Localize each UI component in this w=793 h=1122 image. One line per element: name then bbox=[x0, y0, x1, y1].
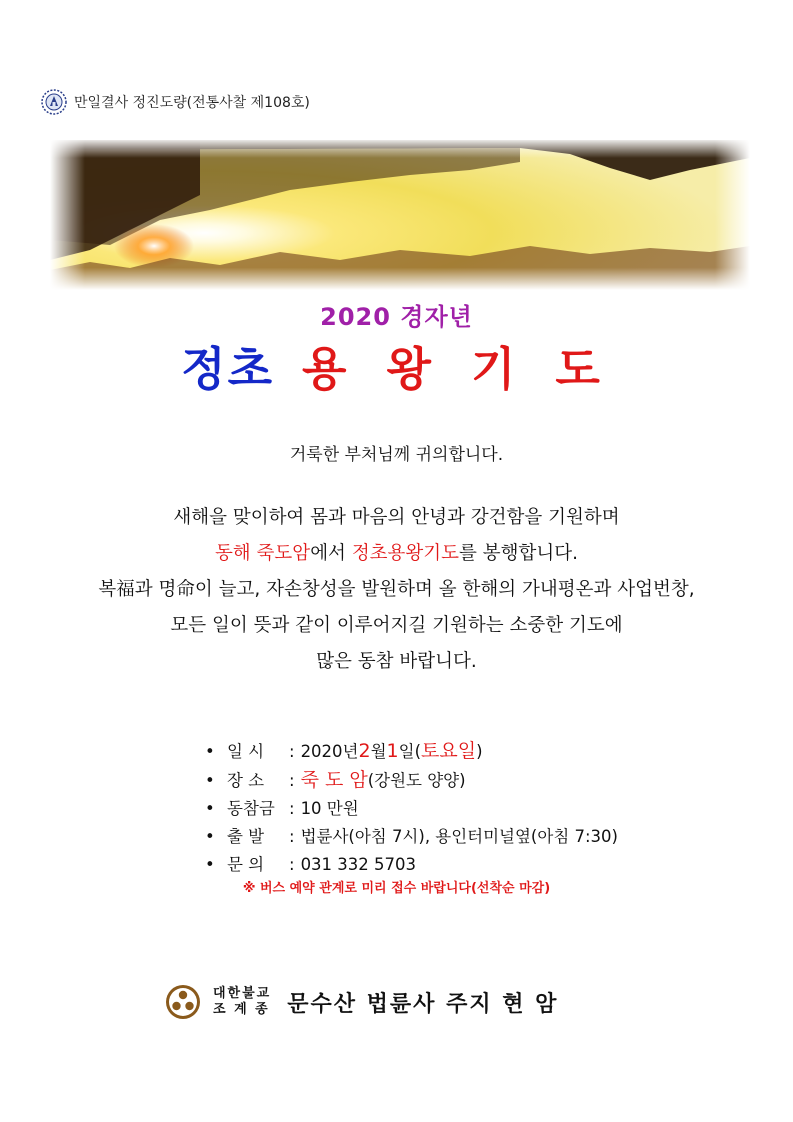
colon: : bbox=[289, 771, 295, 790]
main-title bbox=[0, 333, 793, 399]
place-region: (강원도 양양) bbox=[367, 771, 466, 790]
title-part-jeongcho: 정초 bbox=[181, 342, 275, 396]
body-line-2-end: 를 봉행합니다. bbox=[459, 543, 579, 564]
footer bbox=[165, 984, 558, 1020]
date-mid2: 일( bbox=[398, 742, 422, 761]
temple-emblem-icon bbox=[40, 88, 68, 116]
greeting: 거룩한 부처님께 귀의합니다. bbox=[289, 445, 504, 465]
body-line-5: 많은 동참 바랍니다. bbox=[316, 651, 477, 672]
place-name: 죽 도 암 bbox=[300, 769, 368, 791]
three-jewels-emblem-icon bbox=[165, 984, 201, 1020]
info-row-fee bbox=[205, 795, 618, 823]
bullet: • bbox=[205, 799, 215, 818]
date-pre: 2020년 bbox=[300, 742, 359, 761]
body-line-2 bbox=[0, 536, 793, 572]
date-weekday: 토요일 bbox=[421, 740, 477, 762]
info-label-date: 일 시 bbox=[227, 742, 265, 761]
info-label-place: 장 소 bbox=[227, 771, 265, 790]
body-line-1: 새해을 맞이하여 몸과 마음의 안녕과 강건함을 기원하며 bbox=[173, 507, 620, 528]
body-red-event: 정초용왕기도 bbox=[351, 543, 460, 564]
title-char-3: 기 bbox=[470, 342, 518, 396]
body-line-2-mid: 에서 bbox=[310, 543, 352, 564]
colon: : bbox=[289, 827, 295, 846]
info-row-place bbox=[205, 766, 618, 795]
body-line-3: 복福과 명命이 늘고, 자손창성을 발원하며 올 한해의 가내평온과 사업번창, bbox=[98, 579, 695, 600]
notice: ※ 버스 예약 관계로 미리 접수 바랍니다(선착순 마감) bbox=[242, 881, 551, 896]
colon: : bbox=[289, 799, 295, 818]
info-label-departure: 출 발 bbox=[227, 827, 265, 846]
info-label-contact: 문 의 bbox=[227, 855, 265, 874]
bullet: • bbox=[205, 855, 215, 874]
header bbox=[40, 88, 310, 116]
info-row-departure bbox=[205, 823, 618, 851]
title-char-1: 용 bbox=[302, 342, 349, 396]
body-red-place: 동해 죽도암 bbox=[214, 543, 311, 564]
order-name bbox=[213, 986, 271, 1018]
contact-value: 031 332 5703 bbox=[300, 855, 417, 874]
colon: : bbox=[289, 742, 295, 761]
header-text: 만일결사 정진도량(전통사찰 제108호) bbox=[74, 95, 310, 111]
departure-value: 법륜사(아침 7시), 용인터미널옆(아침 7:30) bbox=[300, 827, 618, 846]
title-char-2: 왕 bbox=[386, 342, 433, 396]
colon: : bbox=[289, 855, 295, 874]
bullet: • bbox=[205, 827, 215, 846]
date-day: 1 bbox=[386, 740, 399, 762]
fee-value: 10 만원 bbox=[300, 799, 359, 818]
year-title: 2020 경자년 bbox=[320, 303, 473, 331]
body-line-4: 모든 일이 뜻과 같이 이루어지길 기원하는 소중한 기도에 bbox=[170, 615, 623, 636]
signature: 문수산 법륜사 주지 현 암 bbox=[287, 991, 559, 1017]
info-label-fee: 동참금 bbox=[227, 799, 275, 818]
date-post: ) bbox=[476, 742, 483, 761]
info-row-date bbox=[205, 737, 618, 766]
info-row-contact bbox=[205, 851, 618, 879]
bullet: • bbox=[205, 742, 215, 761]
body-text bbox=[0, 500, 793, 680]
sunrise-banner-image bbox=[50, 140, 750, 290]
date-mid1: 월 bbox=[370, 742, 387, 761]
order-name-line-2: 조 계 종 bbox=[213, 1002, 270, 1017]
info-list bbox=[205, 737, 618, 879]
date-month: 2 bbox=[358, 740, 371, 762]
bullet: • bbox=[205, 771, 215, 790]
order-name-line-1: 대한불교 bbox=[213, 986, 272, 1001]
title-char-4: 도 bbox=[555, 342, 602, 396]
